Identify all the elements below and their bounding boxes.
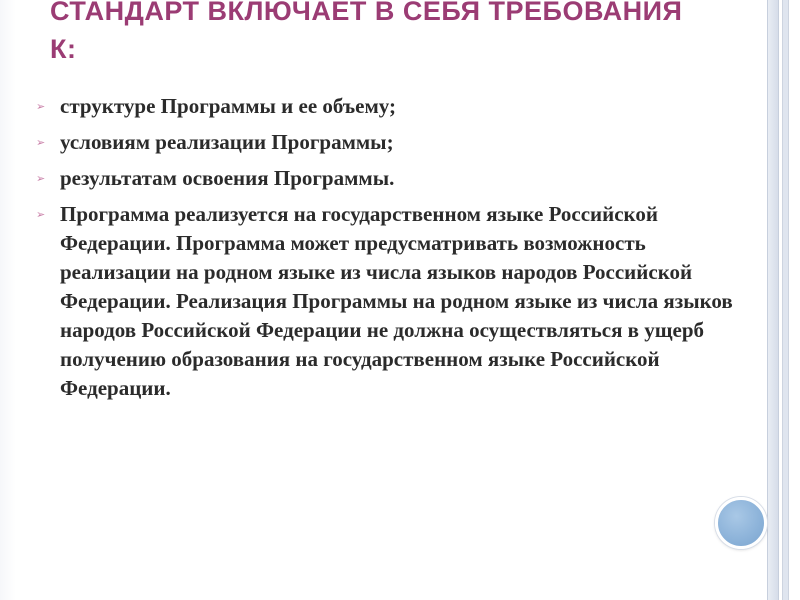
bullet-list [36,92,736,410]
slide-title-line-2: К: [50,34,77,64]
list-item-text: результатам освоения Программы. [60,166,395,190]
slide-title-line-1: СТАНДАРТ ВКЛЮЧАЕТ В СЕБЯ ТРЕБОВАНИЯ [50,0,683,26]
arrow-bullet-icon: ➢ [36,136,46,149]
frame-bar-inner [782,0,789,600]
list-item [36,164,736,193]
list-item [36,200,736,403]
frame-left-shadow [0,0,16,600]
frame-bar-outer [767,0,779,600]
decorative-circle [715,497,767,549]
list-item [36,128,736,157]
arrow-bullet-icon: ➢ [36,172,46,185]
slide-title [50,0,770,68]
arrow-bullet-icon: ➢ [36,100,46,113]
list-item-text: Программа реализуется на государственном языке Российской Федерации. Программа может предусматривать возможность реализации на родном языке из числа языков народов Российской Федерации. Реализация Программы на родном языке из числа языков народов Российской Федерации не должна осуществляться в ущерб получению образования на государственном языке Российской Федерации. [60,202,733,400]
list-item-text: структуре Программы и ее объему; [60,94,396,118]
list-item [36,92,736,121]
arrow-bullet-icon: ➢ [36,208,46,221]
list-item-text: условиям реализации Программы; [60,130,394,154]
